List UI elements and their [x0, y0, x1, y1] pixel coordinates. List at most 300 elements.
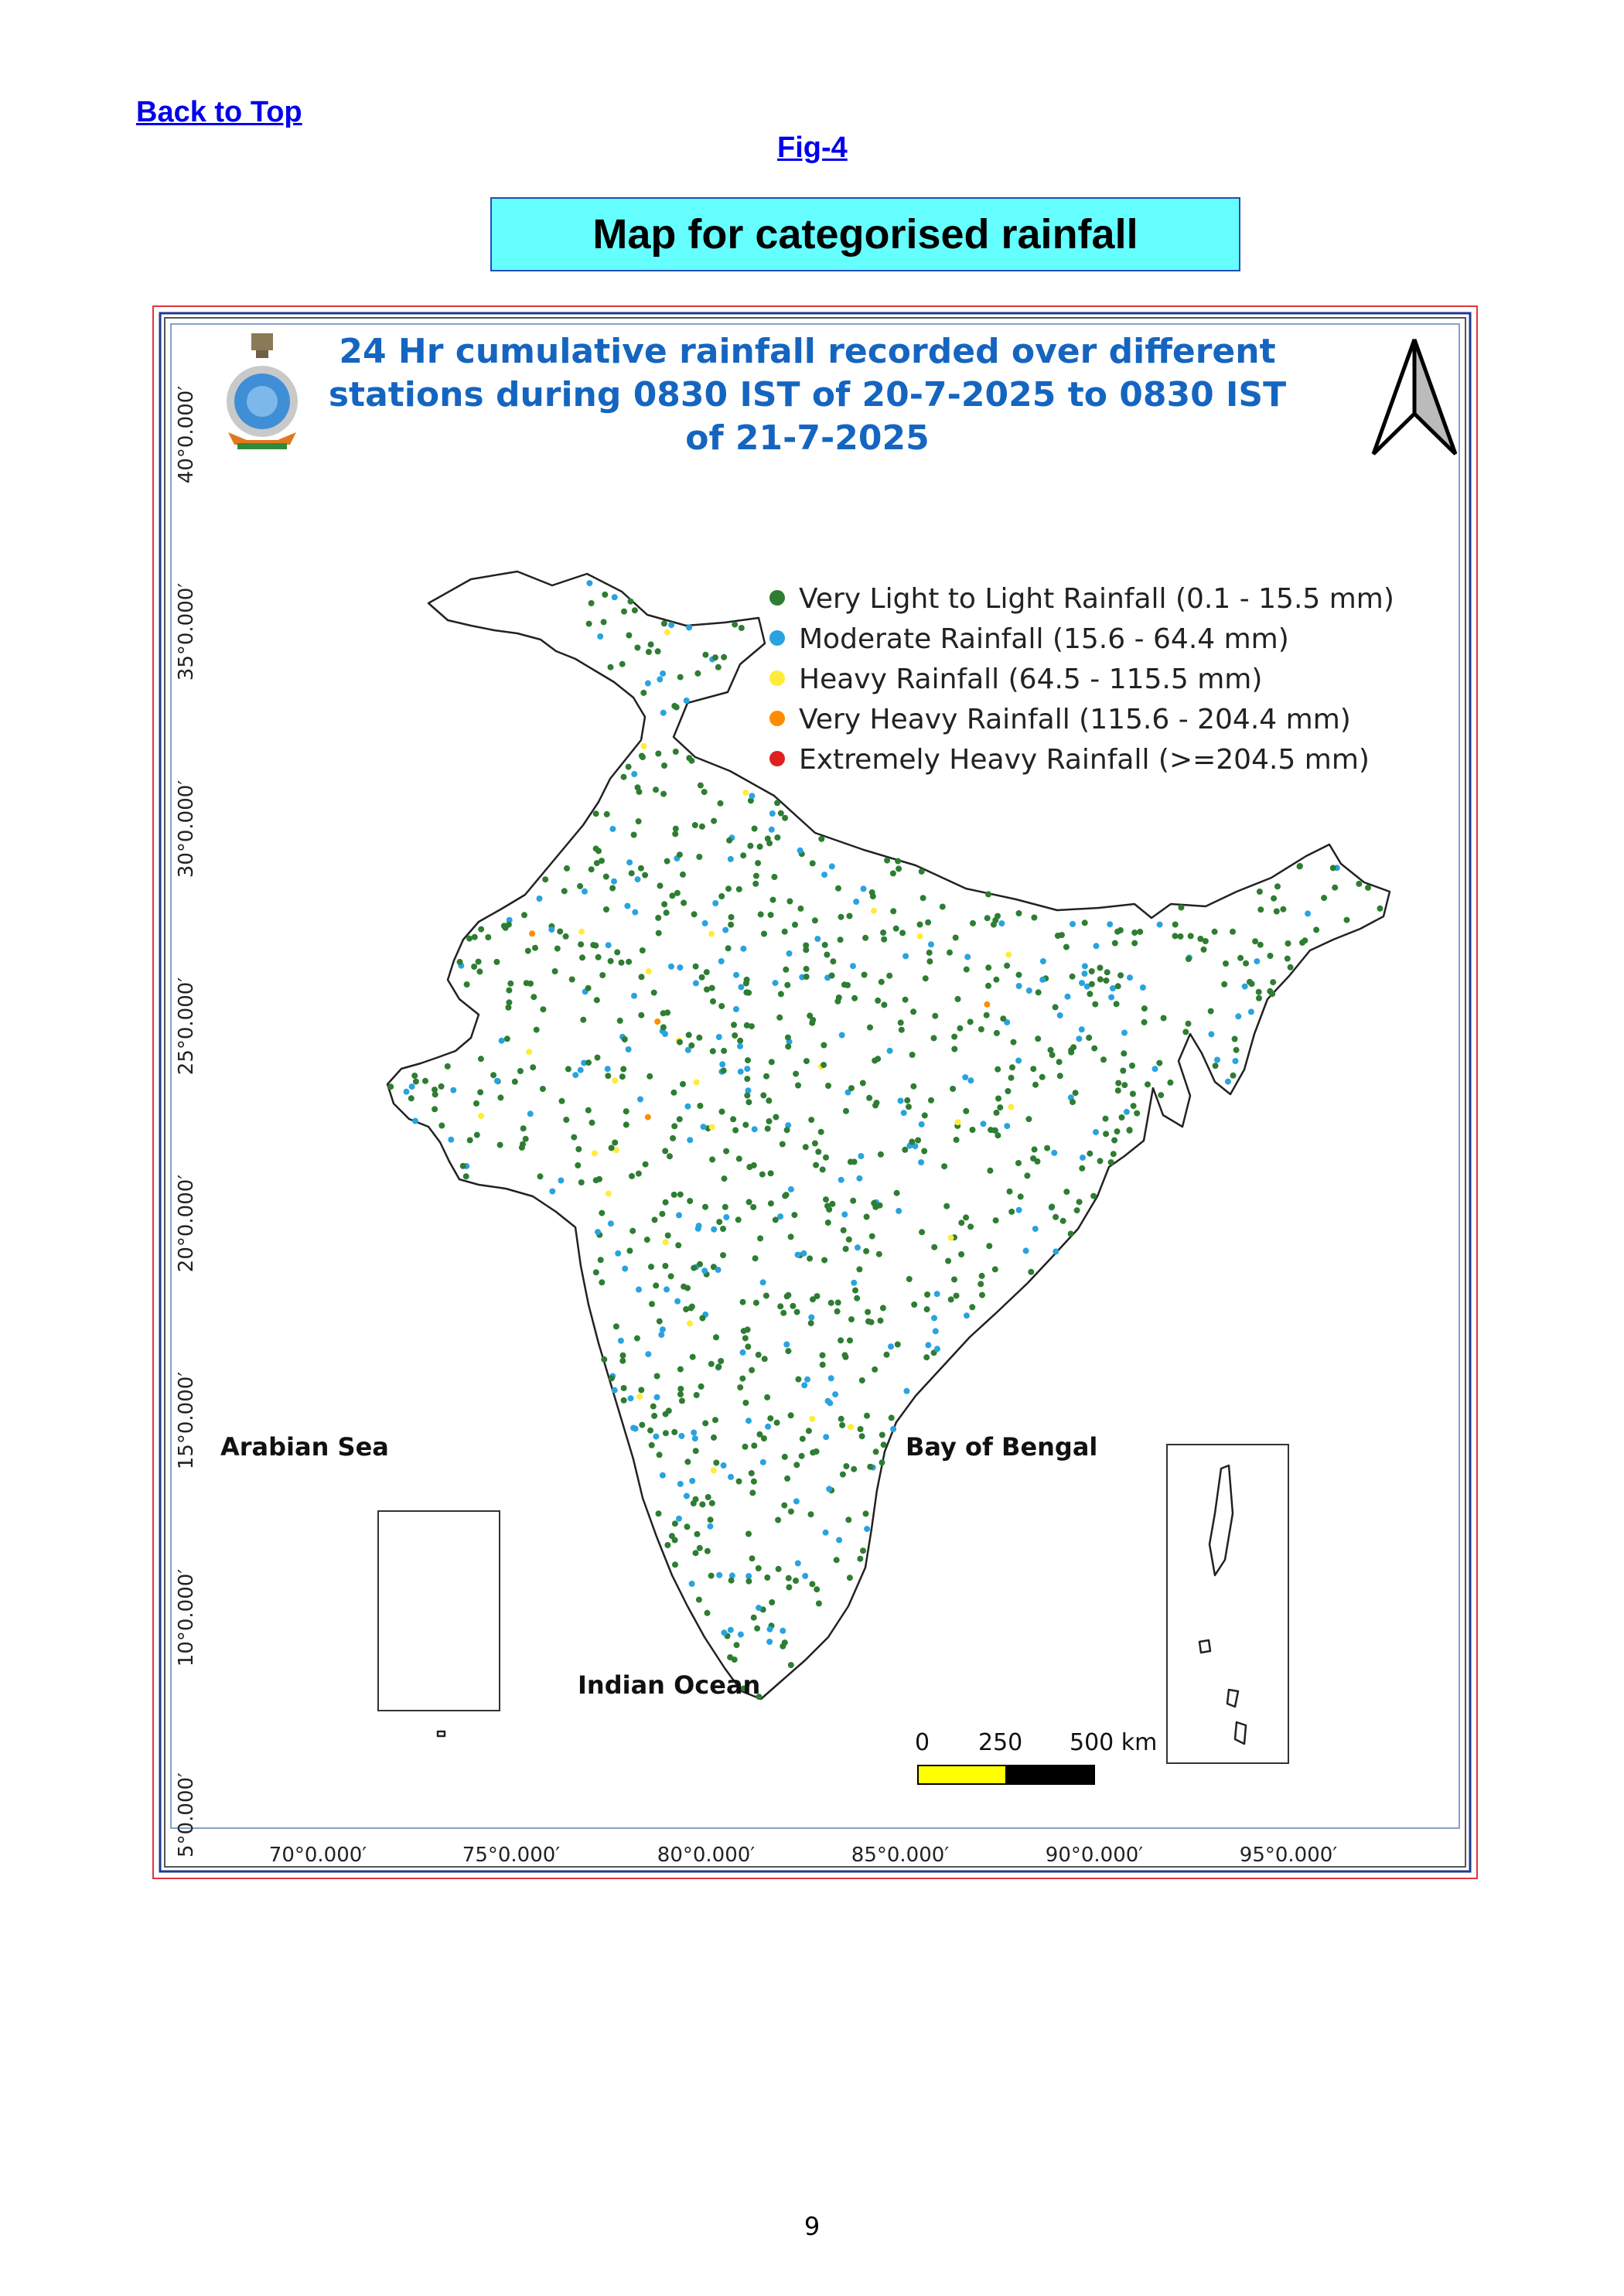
- station-point: [803, 966, 810, 972]
- station-point: [782, 1639, 788, 1646]
- station-point: [987, 1168, 993, 1174]
- station-point: [834, 998, 841, 1005]
- station-point: [731, 1022, 737, 1028]
- station-point: [1321, 895, 1327, 901]
- station-point: [752, 1126, 758, 1132]
- station-point: [843, 1108, 849, 1114]
- station-point: [860, 1547, 866, 1554]
- station-point: [699, 974, 705, 981]
- station-point: [521, 912, 527, 918]
- station-point: [785, 1043, 791, 1049]
- station-point: [894, 1190, 900, 1196]
- station-point: [657, 882, 664, 889]
- station-point: [835, 1299, 841, 1305]
- station-point: [918, 1159, 924, 1165]
- station-point: [1063, 944, 1070, 950]
- station-point: [769, 827, 775, 833]
- station-point: [786, 950, 793, 957]
- station-point: [847, 1574, 853, 1581]
- station-point: [649, 1442, 655, 1448]
- station-point: [769, 1599, 775, 1605]
- station-point: [934, 1346, 940, 1352]
- station-point: [725, 945, 732, 951]
- station-point: [639, 1422, 645, 1428]
- station-point: [1092, 1001, 1098, 1008]
- station-point: [693, 1550, 699, 1556]
- station-point: [526, 1049, 532, 1055]
- scale-label-250: 250: [978, 1729, 1023, 1756]
- station-point: [438, 1123, 445, 1129]
- page-number: 9: [803, 2212, 821, 2241]
- station-point: [632, 909, 638, 916]
- station-point: [843, 1463, 849, 1469]
- station-point: [868, 1319, 875, 1325]
- station-point: [736, 1155, 742, 1162]
- station-point: [744, 1066, 750, 1072]
- station-point: [853, 899, 859, 905]
- station-point: [687, 1198, 693, 1204]
- legend-label-very-light: Very Light to Light Rainfall (0.1 - 15.5 mm): [799, 583, 1394, 615]
- legend-marker-very-light: [769, 590, 785, 606]
- station-point: [822, 942, 828, 948]
- station-point: [1208, 1008, 1214, 1015]
- station-point: [628, 1395, 634, 1401]
- station-point: [504, 1035, 510, 1042]
- station-point: [686, 1032, 692, 1038]
- station-point: [1145, 1081, 1151, 1087]
- station-point: [661, 762, 667, 769]
- station-point: [872, 1204, 879, 1210]
- station-point: [1269, 991, 1275, 997]
- station-point: [603, 906, 609, 913]
- station-point: [660, 710, 667, 716]
- station-point: [745, 1578, 752, 1585]
- station-point: [1257, 889, 1263, 895]
- station-point: [697, 1103, 703, 1109]
- station-point: [598, 1257, 604, 1263]
- station-point: [575, 1146, 582, 1152]
- station-point: [818, 1129, 824, 1135]
- station-point: [609, 885, 616, 892]
- station-point: [670, 1135, 676, 1141]
- station-point: [1108, 1159, 1114, 1165]
- station-point: [624, 903, 630, 909]
- station-point: [962, 1074, 968, 1080]
- station-point: [577, 883, 583, 889]
- station-point: [1208, 1031, 1214, 1037]
- station-point: [494, 1078, 500, 1084]
- station-point: [1011, 1039, 1017, 1046]
- station-point: [788, 1233, 794, 1240]
- station-point: [595, 1229, 601, 1235]
- station-point: [677, 1116, 683, 1122]
- station-point: [919, 1121, 925, 1128]
- station-point: [721, 1462, 727, 1469]
- station-point: [1248, 1008, 1254, 1015]
- station-point: [678, 1433, 684, 1439]
- station-point: [621, 1385, 627, 1391]
- station-point: [640, 947, 646, 954]
- station-point: [1137, 929, 1143, 935]
- station-point: [786, 899, 793, 905]
- station-point: [1032, 1082, 1039, 1088]
- station-point: [964, 1312, 970, 1319]
- station-point: [834, 1308, 841, 1315]
- station-point: [785, 1348, 791, 1354]
- station-point: [660, 1326, 666, 1332]
- station-point: [422, 1078, 428, 1084]
- station-point: [1305, 910, 1311, 916]
- station-point: [766, 1639, 773, 1645]
- station-point: [629, 1173, 635, 1179]
- station-point: [967, 1077, 974, 1083]
- station-point: [605, 1073, 611, 1079]
- station-point: [742, 1400, 749, 1406]
- station-point: [991, 1128, 998, 1134]
- station-point: [1285, 956, 1291, 962]
- station-point: [675, 1242, 681, 1248]
- station-point: [1377, 906, 1383, 912]
- station-point: [660, 670, 666, 677]
- station-point: [1267, 953, 1274, 959]
- station-point: [684, 1523, 691, 1530]
- station-point: [1285, 940, 1291, 947]
- station-point: [506, 999, 512, 1005]
- station-point: [958, 1220, 964, 1226]
- station-point: [655, 751, 661, 757]
- station-point: [823, 1155, 829, 1161]
- station-point: [673, 749, 679, 755]
- station-point: [698, 1383, 705, 1390]
- station-point: [1158, 1092, 1164, 1098]
- station-point: [1243, 960, 1249, 967]
- station-point: [626, 1046, 632, 1052]
- station-point: [593, 1269, 599, 1275]
- station-point: [694, 1080, 700, 1086]
- station-point: [808, 1117, 814, 1123]
- station-point: [749, 1555, 756, 1561]
- station-point: [1356, 881, 1362, 887]
- station-point: [701, 1124, 707, 1130]
- station-point: [740, 946, 746, 952]
- map-title-line-3: of 21-7-2025: [685, 418, 930, 458]
- station-point: [692, 822, 698, 828]
- station-point: [1230, 929, 1236, 935]
- station-point: [1087, 1151, 1093, 1157]
- station-point: [520, 1141, 526, 1148]
- station-point: [663, 1411, 669, 1418]
- station-point: [1055, 933, 1061, 939]
- station-point: [1252, 938, 1258, 944]
- station-point: [629, 870, 635, 876]
- legend-label-extremely-heavy: Extremely Heavy Rainfall (>=204.5 mm): [799, 744, 1370, 776]
- station-point: [776, 1566, 782, 1572]
- station-point: [762, 1356, 768, 1362]
- station-point: [723, 1214, 729, 1220]
- station-point: [674, 704, 680, 711]
- station-point: [599, 972, 606, 978]
- station-point: [872, 1366, 878, 1373]
- station-point: [995, 1096, 1001, 1102]
- station-point: [1100, 1056, 1107, 1063]
- station-point: [582, 889, 588, 895]
- station-point: [693, 980, 699, 986]
- station-point: [881, 1441, 887, 1448]
- station-point: [592, 943, 599, 949]
- station-point: [552, 968, 558, 974]
- station-point: [764, 1574, 770, 1581]
- lat-tick-5: 5°0.000′: [175, 1772, 198, 1858]
- station-point: [864, 1413, 870, 1419]
- lat-tick-20: 20°0.000′: [175, 1174, 198, 1273]
- station-point: [866, 1095, 872, 1101]
- station-point: [687, 1320, 693, 1326]
- station-point: [1035, 1035, 1041, 1042]
- station-point: [840, 1472, 846, 1478]
- station-point: [764, 1394, 770, 1400]
- station-point: [847, 1337, 853, 1343]
- station-point: [651, 1413, 657, 1419]
- station-point: [860, 1080, 866, 1087]
- station-point: [909, 1052, 916, 1058]
- station-point: [1299, 940, 1305, 946]
- station-point: [832, 1391, 838, 1397]
- station-point: [599, 1210, 605, 1216]
- station-point: [657, 677, 663, 683]
- station-point: [790, 1303, 796, 1309]
- station-point: [712, 1417, 718, 1423]
- station-point: [902, 997, 909, 1003]
- station-point: [1074, 1207, 1080, 1213]
- station-point: [856, 1266, 862, 1272]
- station-point: [746, 1199, 752, 1205]
- station-point: [1073, 1090, 1079, 1096]
- station-point: [611, 878, 617, 885]
- station-point: [655, 915, 661, 921]
- station-point: [520, 1125, 527, 1131]
- station-point: [662, 1031, 668, 1037]
- station-point: [1028, 1269, 1034, 1275]
- station-point: [646, 968, 652, 974]
- station-point: [1065, 994, 1071, 1000]
- station-point: [1104, 977, 1110, 984]
- station-point: [848, 1085, 855, 1091]
- station-point: [814, 1586, 820, 1592]
- station-point: [800, 1436, 806, 1442]
- station-point: [786, 1575, 792, 1581]
- station-point: [896, 865, 902, 872]
- station-point: [718, 1003, 725, 1009]
- station-point: [1288, 964, 1294, 971]
- station-point: [1129, 1063, 1135, 1069]
- station-point: [1233, 1058, 1239, 1064]
- station-point: [631, 771, 637, 777]
- station-point: [757, 1235, 763, 1241]
- station-point: [704, 969, 710, 975]
- station-point: [1182, 1029, 1189, 1035]
- station-point: [917, 922, 923, 928]
- station-point: [650, 1404, 657, 1410]
- station-point: [636, 818, 642, 824]
- station-point: [1004, 1123, 1010, 1129]
- station-point: [606, 942, 612, 948]
- station-point: [636, 1287, 642, 1293]
- station-point: [1031, 915, 1037, 921]
- station-point: [612, 1387, 618, 1394]
- station-point: [1076, 1199, 1083, 1205]
- station-point: [665, 1233, 671, 1239]
- station-point: [728, 1474, 734, 1480]
- station-point: [967, 1223, 974, 1230]
- station-point: [931, 1315, 937, 1321]
- station-point: [749, 1023, 755, 1029]
- station-point: [684, 698, 690, 704]
- station-point: [661, 620, 667, 626]
- station-point: [1040, 958, 1046, 964]
- station-point: [861, 972, 868, 978]
- station-point: [1114, 1128, 1121, 1134]
- station-point: [693, 964, 699, 970]
- station-point: [697, 1545, 703, 1551]
- station-point: [788, 1662, 794, 1668]
- station-point: [735, 1216, 742, 1223]
- station-point: [1016, 983, 1022, 989]
- station-point: [850, 963, 856, 969]
- station-point: [857, 1556, 863, 1562]
- station-point: [785, 1292, 791, 1298]
- station-point: [1103, 1116, 1109, 1122]
- station-point: [654, 1018, 660, 1025]
- station-point: [680, 872, 686, 878]
- station-point: [626, 633, 632, 639]
- station-point: [702, 1420, 708, 1426]
- station-point: [690, 1354, 696, 1360]
- station-point: [1313, 926, 1319, 933]
- station-point: [677, 1192, 684, 1198]
- station-point: [845, 1516, 851, 1523]
- station-point: [658, 1332, 664, 1338]
- station-point: [676, 1516, 682, 1522]
- figure-link[interactable]: Fig-4: [777, 131, 848, 164]
- station-point: [667, 1153, 673, 1159]
- station-point: [1214, 1057, 1220, 1063]
- station-point: [597, 633, 603, 640]
- lat-tick-40: 40°0.000′: [175, 385, 198, 484]
- station-point: [622, 1266, 628, 1272]
- station-point: [701, 1267, 708, 1274]
- station-point: [964, 954, 971, 960]
- station-point: [532, 945, 538, 951]
- station-point: [594, 997, 600, 1003]
- station-point: [765, 1126, 771, 1132]
- station-point: [773, 980, 779, 986]
- back-to-top-link[interactable]: Back to Top: [136, 96, 302, 128]
- station-point: [565, 1066, 571, 1072]
- station-point: [1091, 1046, 1097, 1052]
- station-point: [997, 1104, 1003, 1110]
- station-point: [689, 1581, 695, 1587]
- station-point: [995, 1066, 1001, 1073]
- station-point: [824, 1203, 831, 1209]
- legend-label-heavy: Heavy Rainfall (64.5 - 115.5 mm): [799, 664, 1263, 695]
- station-point: [745, 1418, 752, 1424]
- station-point: [586, 580, 592, 586]
- station-point: [507, 981, 513, 987]
- station-point: [723, 1148, 729, 1155]
- station-point: [1131, 930, 1138, 936]
- station-point: [609, 826, 616, 832]
- station-point: [699, 824, 705, 830]
- lat-tick-15: 15°0.000′: [175, 1371, 198, 1470]
- station-point: [797, 906, 803, 912]
- indian-ocean-label: Indian Ocean: [578, 1670, 761, 1700]
- station-point: [691, 1430, 697, 1436]
- station-point: [777, 1303, 783, 1309]
- station-point: [749, 1470, 755, 1476]
- station-point: [864, 1526, 870, 1532]
- station-point: [951, 1046, 957, 1052]
- station-point: [884, 1352, 890, 1358]
- station-point: [948, 1296, 954, 1302]
- station-point: [728, 1578, 735, 1584]
- station-point: [647, 1073, 653, 1080]
- station-point: [671, 1123, 677, 1129]
- station-point: [1018, 1193, 1024, 1199]
- station-point: [687, 1137, 693, 1143]
- station-point: [851, 995, 858, 1001]
- station-point: [737, 1038, 743, 1044]
- station-point: [928, 941, 934, 947]
- station-point: [645, 681, 651, 687]
- station-point: [1053, 1248, 1059, 1254]
- scale-bar: [915, 1729, 1157, 1784]
- station-point: [710, 1048, 716, 1054]
- station-point: [954, 1293, 960, 1299]
- station-point: [681, 900, 687, 906]
- station-point: [740, 1349, 746, 1356]
- station-point: [889, 1414, 895, 1421]
- station-point: [688, 758, 694, 764]
- station-point: [585, 1059, 592, 1066]
- station-point: [774, 800, 780, 806]
- station-point: [632, 607, 638, 613]
- station-point: [637, 1097, 643, 1103]
- station-point: [619, 1073, 626, 1080]
- station-point: [1242, 984, 1248, 990]
- station-point: [697, 1261, 703, 1267]
- page-heading: Map for categorised rainfall: [592, 211, 1138, 258]
- station-point: [931, 1035, 937, 1041]
- station-point: [626, 959, 632, 965]
- station-point: [993, 1217, 999, 1223]
- station-point: [848, 1158, 854, 1165]
- station-point: [1053, 1004, 1059, 1010]
- station-point: [852, 1288, 858, 1294]
- station-point: [859, 1377, 865, 1383]
- station-point: [838, 914, 844, 920]
- lat-tick-30: 30°0.000′: [175, 780, 198, 878]
- station-point: [659, 1211, 665, 1217]
- station-point: [408, 1095, 415, 1101]
- station-point: [654, 1373, 660, 1380]
- station-point: [660, 1472, 666, 1479]
- station-point: [838, 1337, 844, 1343]
- station-point: [776, 1015, 783, 1021]
- station-point: [765, 836, 771, 842]
- station-point: [781, 1503, 787, 1509]
- station-point: [977, 1281, 984, 1287]
- lon-tick-90: 90°0.000′: [1045, 1844, 1144, 1867]
